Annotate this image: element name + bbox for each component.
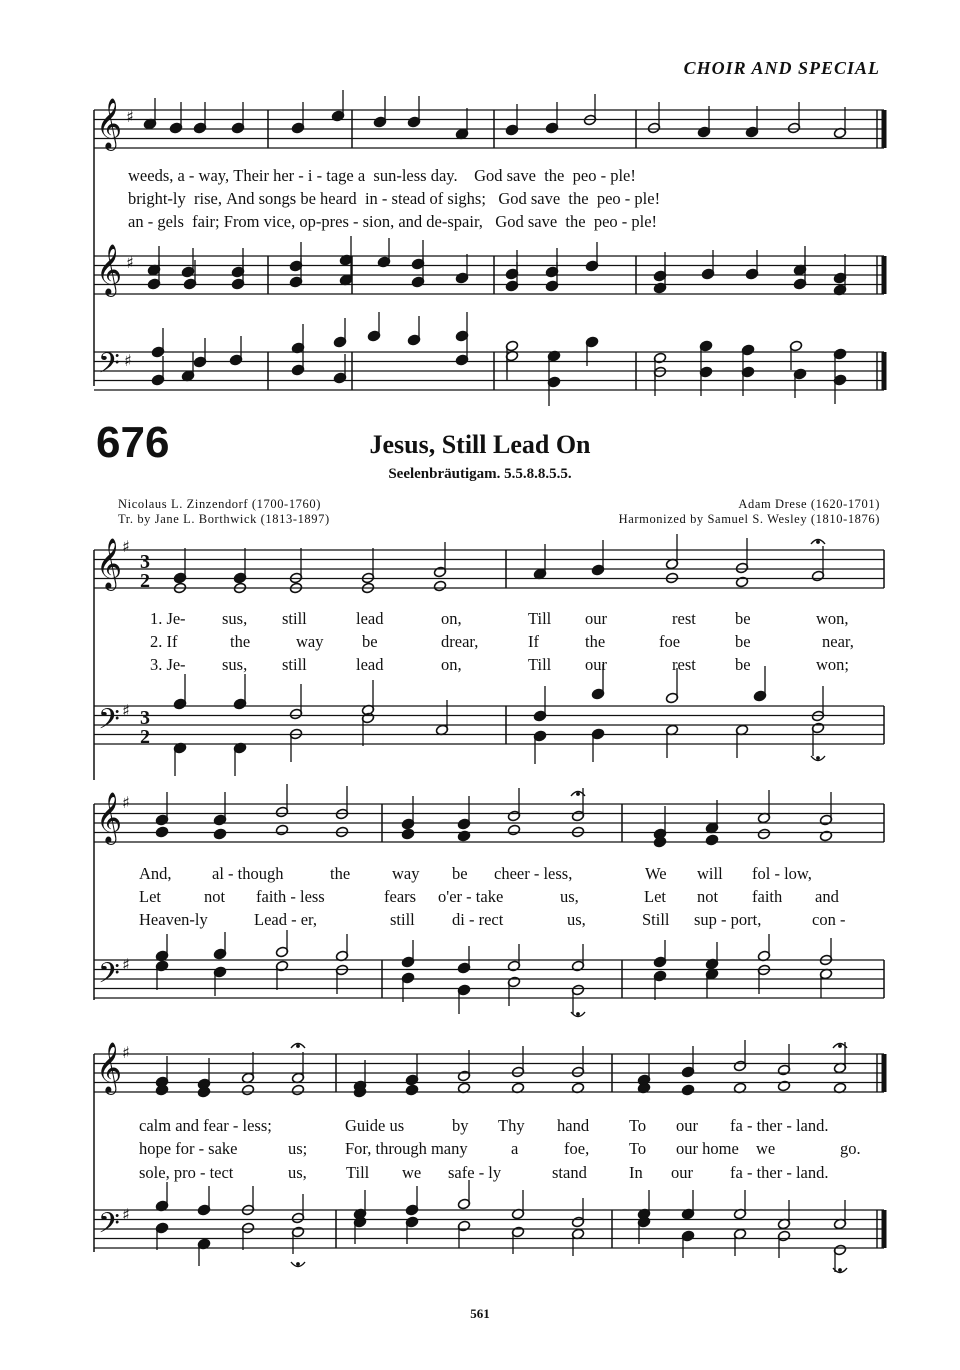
lyric-syllable: sus,: [222, 655, 248, 674]
time-signature: 2: [140, 726, 150, 748]
lyric-syllable: lead: [356, 655, 384, 674]
lyric-syllable: rest: [672, 655, 696, 674]
prev-verse-1: weeds, a - way, Their her - i - tage a sun-less day. God save the peo - ple!: [128, 166, 636, 185]
lyric-syllable: And,: [139, 864, 172, 883]
lyric-syllable: -: [180, 609, 186, 628]
key-signature: ♯: [126, 253, 134, 272]
lyric-syllable: 2. If: [150, 632, 178, 651]
fermata-dot: [817, 757, 820, 760]
lyric-syllable: hand: [557, 1116, 590, 1135]
lyric-syllable: a: [511, 1139, 519, 1158]
notehead: [457, 830, 470, 842]
notehead: [757, 828, 770, 840]
section-heading: CHOIR AND SPECIAL: [683, 58, 880, 78]
notehead: [433, 580, 446, 592]
lyric-syllable: In: [629, 1163, 643, 1182]
lyric-syllable: lead: [356, 609, 384, 628]
lyric-syllable: faith - less: [256, 887, 325, 906]
lyric-syllable: way: [296, 632, 324, 651]
lyric-syllable: the: [585, 632, 606, 651]
lyric-syllable: foe,: [564, 1139, 590, 1158]
lyric-syllable: stand: [552, 1163, 587, 1182]
fermata-dot: [839, 1269, 842, 1272]
lyric-syllable: faith: [752, 887, 783, 906]
bass-clef: 𝄢: [98, 347, 120, 387]
notehead: [735, 576, 748, 588]
hymn-number: 676: [96, 418, 170, 467]
lyric-syllable: us,: [288, 1163, 307, 1182]
lyric-syllable: us;: [288, 1139, 308, 1158]
lyric-syllable: safe - ly: [448, 1163, 502, 1182]
lyric-syllable: still: [282, 655, 307, 674]
lyric-syllable: will: [697, 864, 723, 883]
lyric-syllable: rest: [672, 609, 696, 628]
hymn-title: Jesus, Still Lead On: [369, 430, 591, 459]
treble-clef: 𝄞: [96, 792, 123, 843]
translator-credit: Tr. by Jane L. Borthwick (1813-1897): [118, 512, 330, 526]
lyric-syllable: us,: [560, 887, 579, 906]
lyric-syllable: -: [180, 655, 186, 674]
lyric-syllable: we: [756, 1139, 776, 1158]
lyric-syllable: fa - ther - land.: [730, 1116, 829, 1135]
lyric-syllable: Heaven-ly: [139, 910, 208, 929]
lyric-syllable: hope for - sake: [139, 1139, 238, 1158]
lyric-syllable: and: [815, 887, 839, 906]
lyric-syllable: not: [697, 887, 719, 906]
lyric-syllable: our: [585, 609, 607, 628]
treble-clef: 𝄞: [96, 244, 123, 295]
notehead: [213, 828, 226, 840]
lyric-syllable: our: [676, 1116, 698, 1135]
lyric-syllable: If: [528, 632, 539, 651]
notehead: [819, 830, 832, 842]
notehead: [155, 826, 168, 838]
lyric-syllable: Still: [642, 910, 670, 929]
tune-name: Seelenbräutigam. 5.5.8.8.5.5.: [388, 466, 572, 482]
lyric-syllable: foe: [659, 632, 681, 651]
lyric-syllable: won,: [816, 609, 849, 628]
lyric-syllable: sup - port,: [694, 910, 762, 929]
lyric-syllable: our: [585, 655, 607, 674]
lyric-syllable: Till: [346, 1163, 370, 1182]
treble-clef: 𝄞: [96, 1042, 123, 1093]
bass-clef: 𝄢: [98, 957, 120, 997]
lyric-syllable: be: [735, 609, 751, 628]
prev-verse-3: an - gels fair; From vice, op-pres - sion, and de-spair, God save the peo - ple!: [128, 212, 658, 231]
lyric-syllable: o'er - take: [438, 887, 504, 906]
notehead: [507, 824, 520, 836]
time-signature: 3: [140, 707, 150, 729]
lyric-syllable: sole, pro - tect: [139, 1163, 234, 1182]
fermata-dot: [817, 541, 820, 544]
fermata-dot: [297, 1263, 300, 1266]
lyric-syllable: go.: [840, 1139, 861, 1158]
fermata-dot: [297, 1045, 300, 1048]
lyric-syllable: not: [204, 887, 226, 906]
lyric-syllable: near,: [822, 632, 854, 651]
lyric-syllable: our home: [676, 1139, 739, 1158]
lyric-syllable: For, through many: [345, 1139, 468, 1158]
lyric-syllable: us,: [567, 910, 586, 929]
lyric-syllable: the: [330, 864, 351, 883]
lyric-syllable: di - rect: [452, 910, 504, 929]
lyric-syllable: 3. Je: [150, 655, 181, 674]
composer-credit: Adam Drese (1620-1701): [738, 497, 880, 511]
lyric-syllable: the: [230, 632, 251, 651]
lyric-syllable: Guide us: [345, 1116, 405, 1135]
key-signature: ♯: [126, 107, 134, 126]
lyric-syllable: on,: [441, 609, 462, 628]
notehead: [241, 1084, 254, 1096]
lyric-syllable: sus,: [222, 609, 248, 628]
harmonizer-credit: Harmonized by Samuel S. Wesley (1810-1876): [618, 512, 880, 526]
lyric-syllable: be: [735, 632, 751, 651]
bass-clef: 𝄢: [98, 1207, 120, 1247]
lyric-syllable: fears: [384, 887, 417, 906]
time-signature: 2: [140, 570, 150, 592]
notehead: [291, 1084, 304, 1096]
key-signature: ♯: [122, 1043, 130, 1062]
notehead: [275, 824, 288, 836]
notehead: [705, 834, 718, 846]
lyric-syllable: be: [452, 864, 468, 883]
lyric-syllable: To: [629, 1139, 647, 1158]
fermata-dot: [577, 1013, 580, 1016]
lyric-syllable: Let: [644, 887, 666, 906]
lyric-syllable: cheer - less,: [494, 864, 573, 883]
key-signature: ♯: [122, 955, 130, 974]
lyric-syllable: con -: [812, 910, 846, 929]
lyric-syllable: won;: [816, 655, 849, 674]
notehead: [401, 828, 414, 840]
time-signature: 3: [140, 551, 150, 573]
lyric-syllable: way: [392, 864, 420, 883]
lyric-syllable: drear,: [441, 632, 479, 651]
lyric-syllable: on,: [441, 655, 462, 674]
lyric-syllable: fa - ther - land.: [730, 1163, 829, 1182]
lyric-syllable: We: [645, 864, 667, 883]
key-signature: ♯: [122, 793, 130, 812]
key-signature: ♯: [122, 537, 130, 556]
lyric-syllable: Till: [528, 609, 552, 628]
notehead: [681, 1084, 694, 1096]
lyric-syllable: by: [452, 1116, 469, 1135]
key-signature: ♯: [124, 351, 132, 370]
key-signature: ♯: [122, 1205, 130, 1224]
lyric-syllable: our: [671, 1163, 693, 1182]
fermata-dot: [577, 793, 580, 796]
lyric-syllable: al - though: [212, 864, 284, 883]
bass-clef: 𝄢: [98, 703, 120, 743]
lyric-syllable: Lead - er,: [254, 910, 318, 929]
treble-clef: 𝄞: [96, 538, 123, 589]
lyric-syllable: still: [282, 609, 307, 628]
lyric-syllable: To: [629, 1116, 647, 1135]
lyric-syllable: Thy: [498, 1116, 525, 1135]
author-credit: Nicolaus L. Zinzendorf (1700-1760): [118, 497, 321, 511]
lyric-syllable: still: [390, 910, 415, 929]
lyric-syllable: 1. Je: [150, 609, 181, 628]
lyric-syllable: Let: [139, 887, 161, 906]
notehead: [777, 1080, 790, 1092]
notehead: [405, 1084, 418, 1096]
lyric-syllable: we: [402, 1163, 422, 1182]
fermata-dot: [839, 1045, 842, 1048]
lyric-syllable: Till: [528, 655, 552, 674]
lyric-syllable: fol - low,: [752, 864, 812, 883]
treble-clef: 𝄞: [96, 98, 123, 149]
lyric-syllable: be: [362, 632, 378, 651]
lyric-syllable: be: [735, 655, 751, 674]
page-number: 561: [470, 1306, 490, 1321]
key-signature: ♯: [122, 701, 130, 720]
lyric-syllable: calm and fear - less;: [139, 1116, 272, 1135]
prev-verse-2: bright-ly rise, And songs be heard in - stead of sighs; God save the peo - ple!: [128, 189, 661, 208]
